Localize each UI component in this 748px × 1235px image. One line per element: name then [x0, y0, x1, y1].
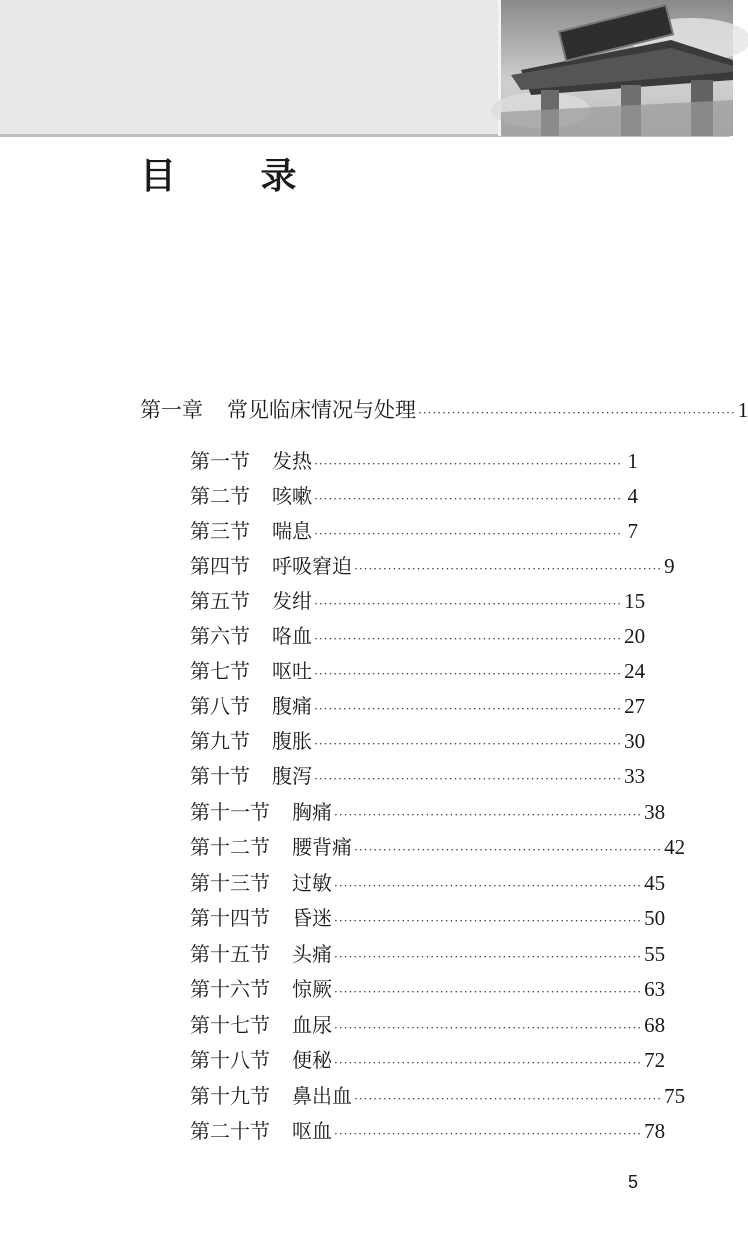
leader-dots: ································································ — [334, 914, 643, 928]
toc-section-entry[interactable] — [190, 866, 666, 900]
section-page: 27 — [624, 694, 646, 718]
leader-dots: ································································ — [314, 772, 623, 786]
section-page: 1 — [627, 449, 638, 473]
section-page: 15 — [624, 589, 646, 613]
section-title: 过敏 — [292, 871, 332, 895]
leader-dots: ·································································· — [418, 406, 736, 420]
section-page: 78 — [644, 1119, 666, 1143]
section-number: 第十节 — [190, 764, 250, 788]
toc-section-entry[interactable] — [190, 654, 646, 688]
leader-dots: ································································ — [334, 808, 643, 822]
section-number: 第二十节 — [190, 1119, 270, 1143]
toc-section-entry[interactable] — [190, 1043, 666, 1077]
section-page: 55 — [644, 942, 666, 966]
section-number: 第十五节 — [190, 942, 270, 966]
toc-section-entry[interactable] — [190, 724, 646, 758]
toc-section-entry[interactable] — [190, 1114, 666, 1148]
toc-section-entry[interactable] — [190, 514, 638, 548]
section-number: 第四节 — [190, 554, 250, 578]
section-number: 第十一节 — [190, 800, 270, 824]
section-title: 腹痛 — [272, 694, 312, 718]
section-page: 42 — [664, 835, 686, 859]
section-title: 喘息 — [272, 519, 312, 543]
toc-chapter-entry[interactable] — [140, 393, 748, 427]
section-title: 惊厥 — [292, 977, 332, 1001]
leader-dots: ································································ — [314, 632, 623, 646]
section-page: 63 — [644, 977, 666, 1001]
section-title: 胸痛 — [292, 800, 332, 824]
toc-section-entry[interactable] — [190, 549, 675, 583]
leader-dots: ································································ — [314, 597, 623, 611]
section-page: 68 — [644, 1013, 666, 1037]
toc-section-entry[interactable] — [190, 795, 666, 829]
section-title: 便秘 — [292, 1048, 332, 1072]
leader-dots: ································································ — [314, 667, 623, 681]
leader-dots: ································································ — [354, 562, 663, 576]
section-number: 第一节 — [190, 449, 250, 473]
section-title: 血尿 — [292, 1013, 332, 1037]
section-number: 第七节 — [190, 659, 250, 683]
leader-dots: ································································ — [334, 985, 643, 999]
section-number: 第十八节 — [190, 1048, 270, 1072]
section-number: 第十九节 — [190, 1084, 270, 1108]
section-title: 腹胀 — [272, 729, 312, 753]
section-page: 30 — [624, 729, 646, 753]
section-page: 75 — [664, 1084, 686, 1108]
leader-dots: ································································ — [334, 1056, 643, 1070]
leader-dots: ································································ — [354, 1092, 663, 1106]
section-page: 20 — [624, 624, 646, 648]
gate-photo-icon — [498, 0, 733, 136]
section-number: 第十七节 — [190, 1013, 270, 1037]
toc-section-entry[interactable] — [190, 619, 646, 653]
leader-dots: ································································ — [314, 457, 623, 471]
chapter-page: 1 — [737, 398, 748, 422]
toc-section-entry[interactable] — [190, 830, 686, 864]
section-title: 头痛 — [292, 942, 332, 966]
toc-section-entry[interactable] — [190, 689, 646, 723]
chapter-number: 第一章 — [140, 398, 203, 422]
section-title: 咳嗽 — [272, 484, 312, 508]
page-number: 5 — [627, 1172, 638, 1192]
section-page: 4 — [627, 484, 638, 508]
section-number: 第六节 — [190, 624, 250, 648]
toc-section-entry[interactable] — [190, 479, 638, 513]
leader-dots: ································································ — [334, 879, 643, 893]
section-number: 第九节 — [190, 729, 250, 753]
section-title: 发绀 — [272, 589, 312, 613]
section-number: 第十二节 — [190, 835, 270, 859]
section-number: 第二节 — [190, 484, 250, 508]
leader-dots: ································································ — [354, 843, 663, 857]
toc-section-entry[interactable] — [190, 972, 666, 1006]
page-title: 目 录 — [140, 156, 333, 197]
leader-dots: ································································ — [314, 527, 623, 541]
section-page: 45 — [644, 871, 666, 895]
section-title: 咯血 — [272, 624, 312, 648]
section-number: 第五节 — [190, 589, 250, 613]
toc-section-entry[interactable] — [190, 901, 666, 935]
leader-dots: ································································ — [314, 702, 623, 716]
section-page: 9 — [664, 554, 675, 578]
section-page: 38 — [644, 800, 666, 824]
section-title: 鼻出血 — [292, 1084, 352, 1108]
section-page: 50 — [644, 906, 666, 930]
leader-dots: ································································ — [334, 1021, 643, 1035]
section-title: 腰背痛 — [292, 835, 352, 859]
section-title: 腹泻 — [272, 764, 312, 788]
leader-dots: ································································ — [314, 737, 623, 751]
leader-dots: ································································ — [334, 1127, 643, 1141]
toc-section-entry[interactable] — [190, 937, 666, 971]
section-number: 第十四节 — [190, 906, 270, 930]
leader-dots: ································································ — [334, 950, 643, 964]
section-page: 33 — [624, 764, 646, 788]
section-title: 呕血 — [292, 1119, 332, 1143]
section-page: 7 — [627, 519, 638, 543]
toc-section-entry[interactable] — [190, 1079, 686, 1113]
section-title: 呕吐 — [272, 659, 312, 683]
toc-section-entry[interactable] — [190, 444, 638, 478]
section-number: 第十三节 — [190, 871, 270, 895]
section-title: 昏迷 — [292, 906, 332, 930]
leader-dots: ································································ — [314, 492, 623, 506]
section-page: 72 — [644, 1048, 666, 1072]
toc-section-entry[interactable] — [190, 1008, 666, 1042]
section-title: 呼吸窘迫 — [272, 554, 352, 578]
toc-section-entry[interactable] — [190, 759, 646, 793]
section-number: 第十六节 — [190, 977, 270, 1001]
section-title: 发热 — [272, 449, 312, 473]
section-number: 第八节 — [190, 694, 250, 718]
section-number: 第三节 — [190, 519, 250, 543]
chapter-title: 常见临床情况与处理 — [227, 398, 416, 422]
section-page: 24 — [624, 659, 646, 683]
toc-section-entry[interactable] — [190, 584, 646, 618]
